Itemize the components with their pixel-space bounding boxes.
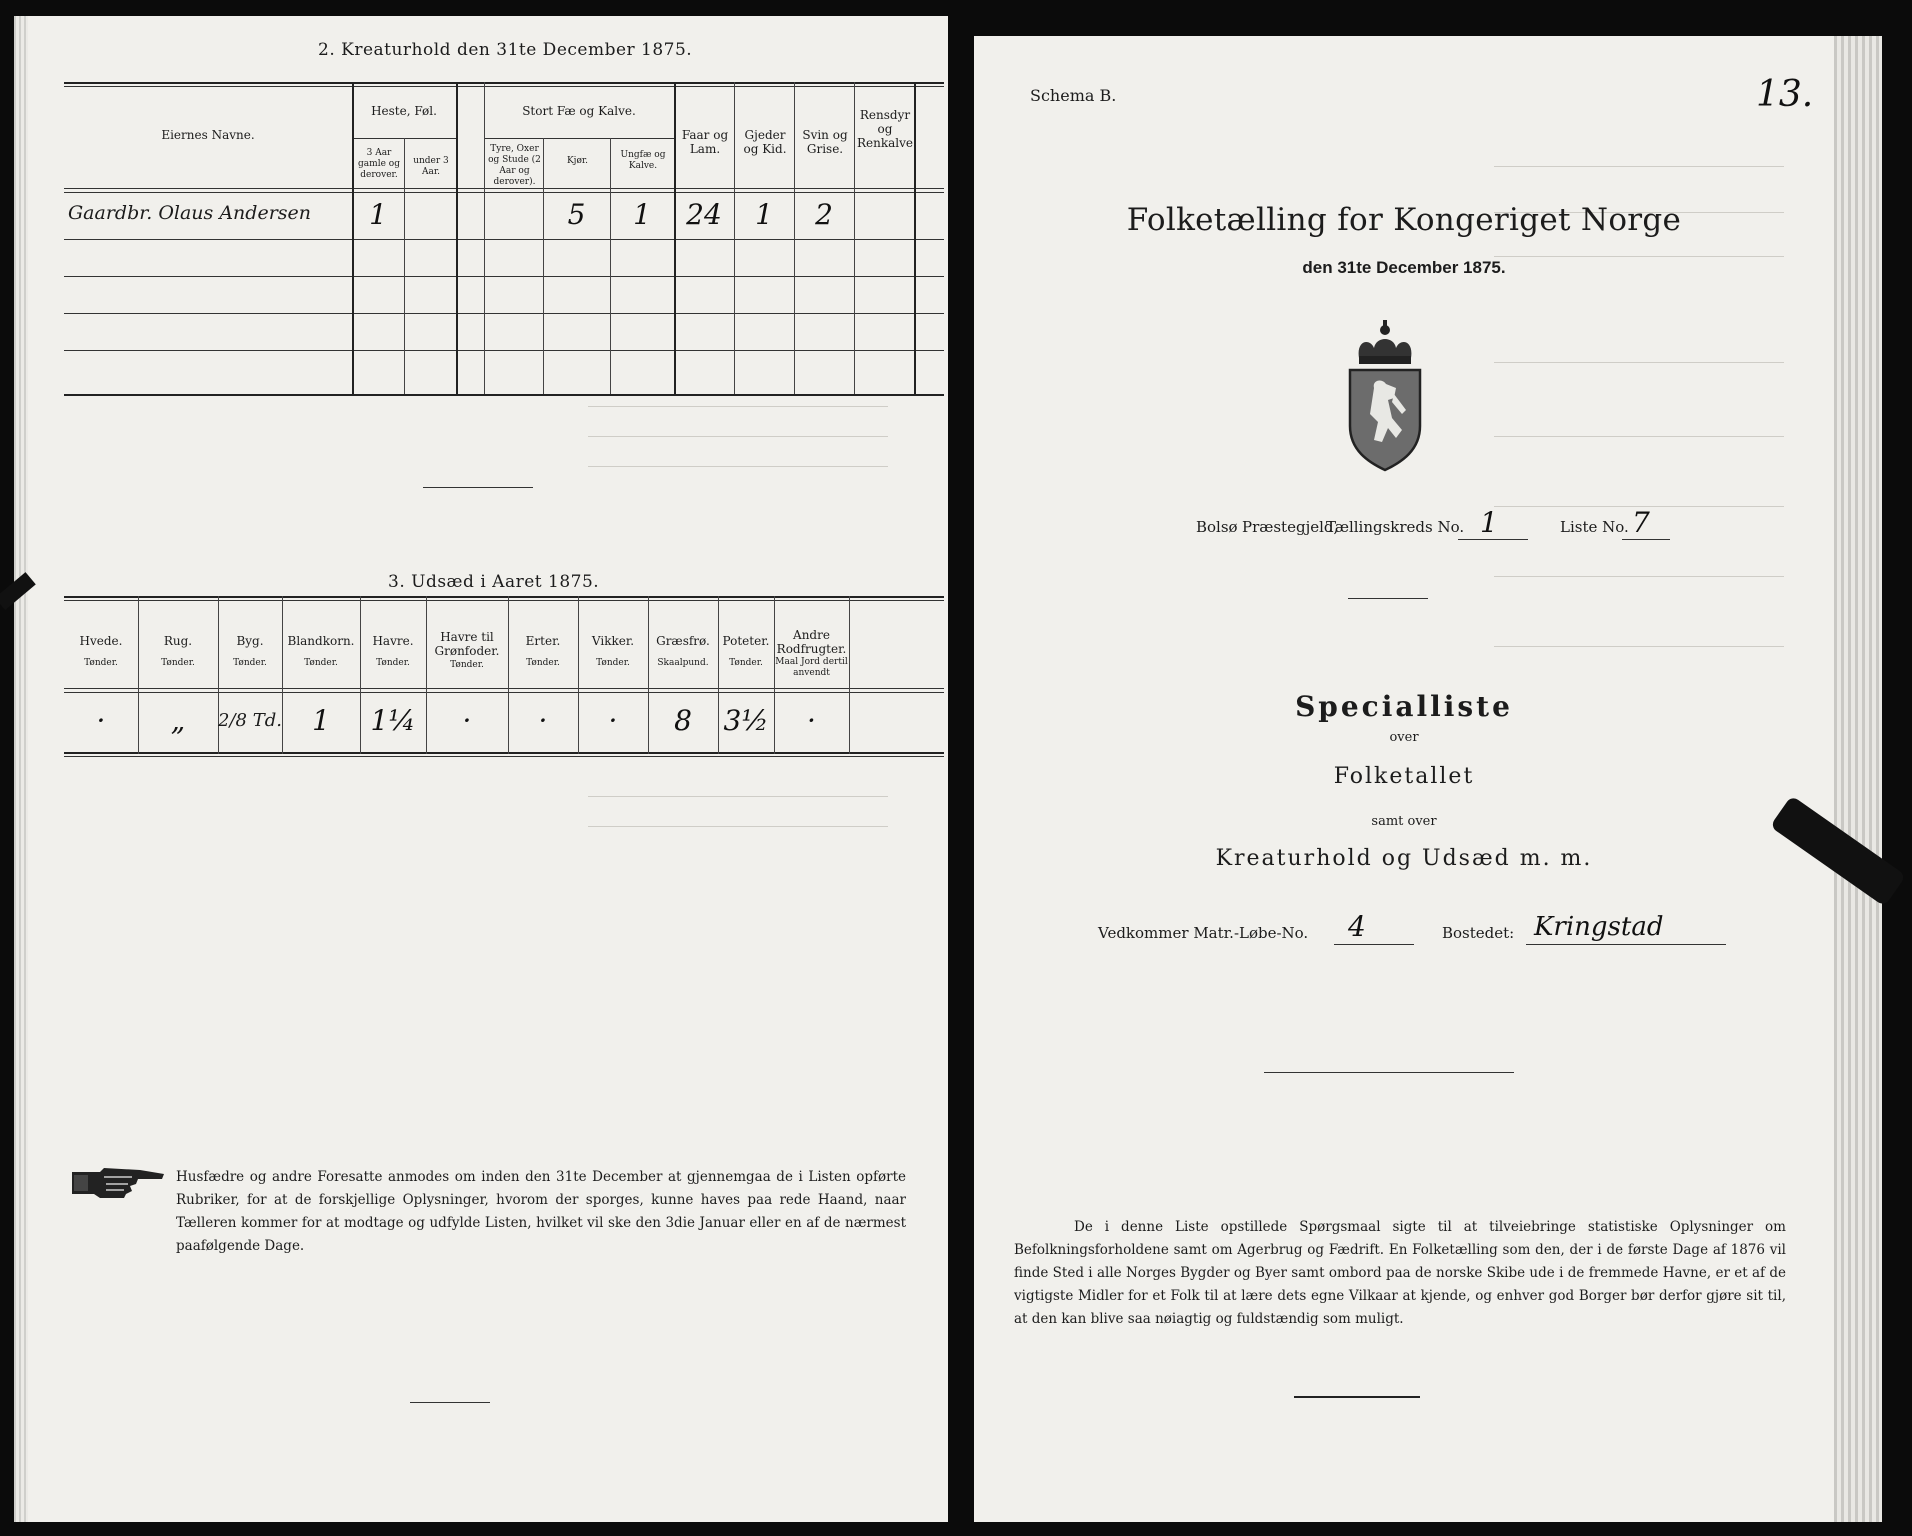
pointing-hand-icon bbox=[70, 1164, 166, 1200]
header-goats: Gjeder og Kid. bbox=[743, 128, 787, 156]
header-owner: Eiernes Navne. bbox=[161, 128, 255, 142]
section3-title: 3. Udsæd i Aaret 1875. bbox=[388, 572, 600, 592]
header-cattle: Stort Fæ og Kalve. bbox=[522, 104, 636, 118]
page-number: 13. bbox=[1756, 74, 1814, 115]
separator-short bbox=[1348, 598, 1428, 599]
cell-goats: 1 bbox=[755, 198, 773, 231]
census-title: Folketælling for Kongeriget Norge bbox=[1126, 202, 1682, 238]
kreaturhold-text: Kreaturhold og Udsæd m. m. bbox=[1215, 846, 1593, 871]
val-barley: 2/8 Td. bbox=[218, 710, 282, 731]
val-wheat: · bbox=[96, 704, 106, 737]
val-vetch: · bbox=[608, 704, 618, 737]
hdr-other-roots: Andre Rodfrugter. Maal Jord dertil anvendt bbox=[775, 628, 848, 678]
cell-horses-3y: 1 bbox=[369, 198, 387, 231]
right-page bbox=[974, 36, 1834, 1522]
hdr-green-oats: Havre til Grønfoder. Tønder. bbox=[434, 630, 500, 670]
header-horses-3y: 3 Aar gamle og derover. bbox=[358, 148, 400, 180]
instructions-notice: Husfædre og andre Foresatte anmodes om inden den 31te December at gjennemgaa de i Listen opførte Rubriker, for at de forskjellige Oplysninger, hvorom der sporges, kunne haves paa rede Haand, naar Tælleren kommer for at modtage og udfylde Listen, hvilket vil ske den 3die Januar eller en af de nærmest paafølgende Dage. bbox=[176, 1169, 906, 1254]
header-horses-under3: under 3 Aar. bbox=[413, 156, 449, 177]
matr-label: Vedkommer Matr.-Løbe-No. bbox=[1098, 924, 1309, 942]
val-peas: · bbox=[538, 704, 548, 737]
header-cattle-bulls: Tyre, Oxer og Stude (2 Aar og derover). bbox=[488, 144, 541, 187]
hdr-potatoes: Poteter. Tønder. bbox=[722, 634, 770, 668]
bottom-rule bbox=[1294, 1396, 1420, 1398]
purpose-footer: De i denne Liste opstillede Spørgsmaal sigte til at tilveiebringe statistiske Oplysninger om Befolkningsforholdene samt om Agerbrug og Fædrift. En Folketælling som den, der i de første Dage af 1876 vil finde Sted i alle Norges Bygder og Byer samt ombord paa de norske Skibe ude i de fremmede Havne, er et af de vigtigste Midler for et Folk til at lære dets egne Vilkaar at kjende, og enhver god Borger bør derfor gjøre sit til, at den kan blive saa nøiagtig og fuldstændig som muligt. bbox=[1014, 1219, 1786, 1327]
cell-pigs: 2 bbox=[815, 198, 833, 231]
census-date: den 31te December 1875. bbox=[1302, 258, 1506, 277]
hdr-grass-seed: Græsfrø. Skaalpund. bbox=[656, 634, 710, 668]
cell-young-cattle: 1 bbox=[633, 198, 651, 231]
parish-label: Præstegjeld, bbox=[1242, 518, 1339, 536]
folketallet-text: Folketallet bbox=[1333, 764, 1475, 789]
separator bbox=[423, 487, 533, 488]
left-page bbox=[28, 16, 948, 1522]
schema-label: Schema B. bbox=[1030, 86, 1117, 105]
section2-title: 2. Kreaturhold den 31te December 1875. bbox=[318, 40, 693, 60]
page-edge-left bbox=[14, 16, 28, 1522]
hdr-oats: Havre. Tønder. bbox=[372, 634, 414, 668]
hdr-wheat: Hvede. Tønder. bbox=[79, 634, 123, 668]
cell-sheep: 24 bbox=[686, 198, 722, 231]
separator-long bbox=[1264, 1072, 1514, 1073]
val-oats: 1¼ bbox=[370, 704, 416, 737]
val-potatoes: 3½ bbox=[723, 704, 769, 737]
owner-name: Gaardbr. Olaus Andersen bbox=[68, 202, 312, 224]
hdr-vetch: Vikker. Tønder. bbox=[591, 634, 635, 668]
header-sheep: Faar og Lam. bbox=[681, 128, 729, 156]
list-label: Liste No. bbox=[1560, 518, 1629, 536]
hdr-barley: Byg. Tønder. bbox=[233, 634, 267, 668]
hdr-peas: Erter. Tønder. bbox=[525, 634, 561, 668]
parish-value: Bolsø bbox=[1196, 518, 1238, 536]
bosted-value: Kringstad bbox=[1534, 912, 1664, 942]
matr-value: 4 bbox=[1348, 910, 1366, 943]
list-value: 7 bbox=[1632, 506, 1650, 539]
bosted-label: Bostedet: bbox=[1442, 924, 1515, 942]
val-other-roots: · bbox=[807, 704, 816, 737]
header-cattle-cows: Kjør. bbox=[566, 156, 589, 166]
specialliste-title: Specialliste bbox=[1295, 690, 1513, 723]
samt-over-text: samt over bbox=[1371, 814, 1437, 829]
over-text-1: over bbox=[1389, 730, 1419, 745]
header-horses: Heste, Føl. bbox=[371, 104, 437, 118]
district-value: 1 bbox=[1480, 506, 1498, 539]
coat-of-arms-icon bbox=[1344, 318, 1426, 472]
bottom-separator bbox=[410, 1402, 490, 1403]
header-reindeer: Rensdyr og Renkalve bbox=[856, 108, 913, 150]
hdr-rye: Rug. Tønder. bbox=[161, 634, 195, 668]
val-mixed-grain: 1 bbox=[312, 704, 330, 737]
page-edge-right bbox=[1834, 36, 1882, 1522]
cell-cows: 5 bbox=[567, 198, 586, 231]
hdr-mixed-grain: Blandkorn. Tønder. bbox=[287, 634, 355, 668]
val-grass-seed: 8 bbox=[674, 704, 692, 737]
header-pigs: Svin og Grise. bbox=[802, 128, 848, 156]
val-green-oats: · bbox=[462, 704, 472, 737]
header-cattle-young: Ungfæ og Kalve. bbox=[620, 150, 666, 171]
val-rye: „ bbox=[170, 704, 186, 737]
district-label: Tællingskreds No. bbox=[1326, 518, 1465, 536]
